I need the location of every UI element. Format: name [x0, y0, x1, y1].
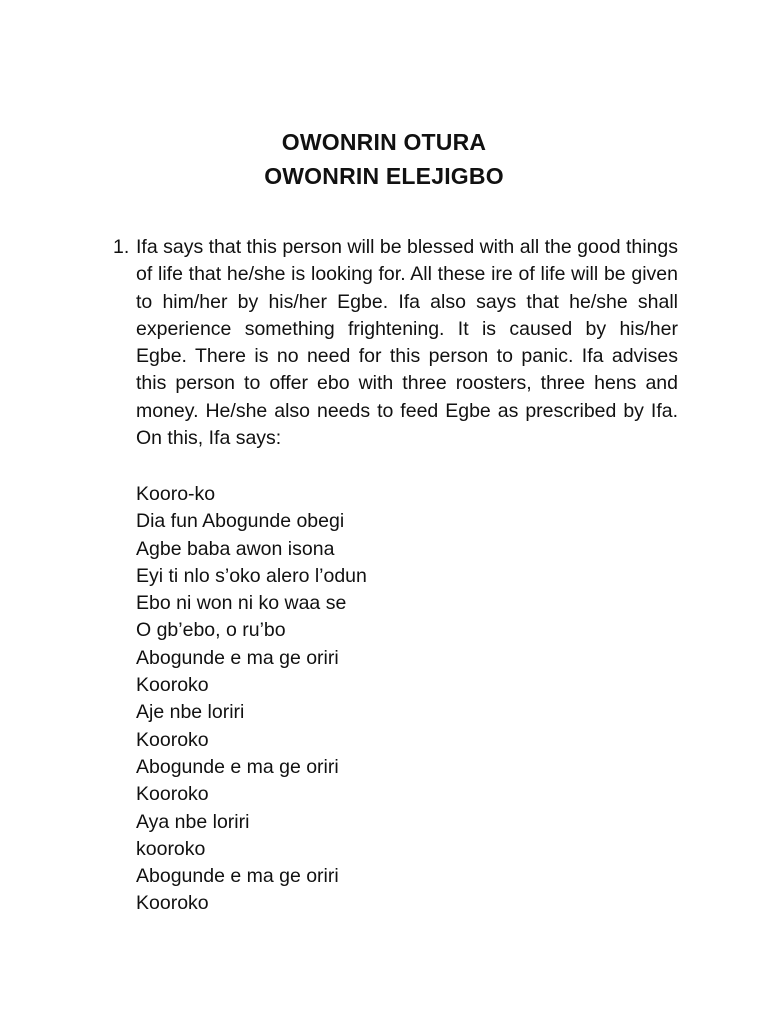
- document-title-line-1: OWONRIN OTURA: [281, 129, 487, 155]
- verse-line: Kooroko: [136, 674, 209, 697]
- verse-line: Eyi ti nlo s’oko alero l’odun: [136, 564, 367, 587]
- verse-line: Kooroko: [136, 783, 209, 806]
- verse-line: kooroko: [136, 837, 206, 860]
- verse-line: Abogunde e ma ge oriri: [136, 646, 339, 669]
- document-title-line-2: OWONRIN ELEJIGBO: [264, 163, 504, 189]
- verse-line: Kooro-ko: [136, 483, 216, 505]
- verse-block: [136, 481, 367, 918]
- verse-line: Kooroko: [136, 728, 209, 751]
- verse-line: Abogunde e ma ge oriri: [136, 865, 339, 888]
- verse-line: Abogunde e ma ge oriri: [136, 755, 339, 778]
- paragraph-number: 1.: [113, 236, 130, 258]
- numbered-paragraph: [113, 234, 678, 452]
- verse-line: Ebo ni won ni ko waa se: [136, 592, 347, 615]
- verse-line: O gb’ebo, o ru’bo: [136, 619, 286, 642]
- verse-line: Kooroko: [136, 892, 209, 915]
- paragraph-text: Ifa says that this person will be blessed with all the good things of life that he/she is looking for. All these ire of life will be given to him/her by his/her Egbe. Ifa also says that he/she shall experience something frightening. It is caused by his/her Egbe. There is no need for this person to panic. Ifa advises this person to offer ebo with three roosters, three hens and money. He/she also needs to feed Egbe as prescribed by Ifa. On this, Ifa says:: [136, 236, 678, 450]
- verse-line: Agbe baba awon isona: [136, 537, 335, 560]
- verse-line: Aje nbe loriri: [136, 701, 245, 724]
- verse-line: Dia fun Abogunde obegi: [136, 510, 345, 533]
- verse-line: Aya nbe loriri: [136, 810, 250, 833]
